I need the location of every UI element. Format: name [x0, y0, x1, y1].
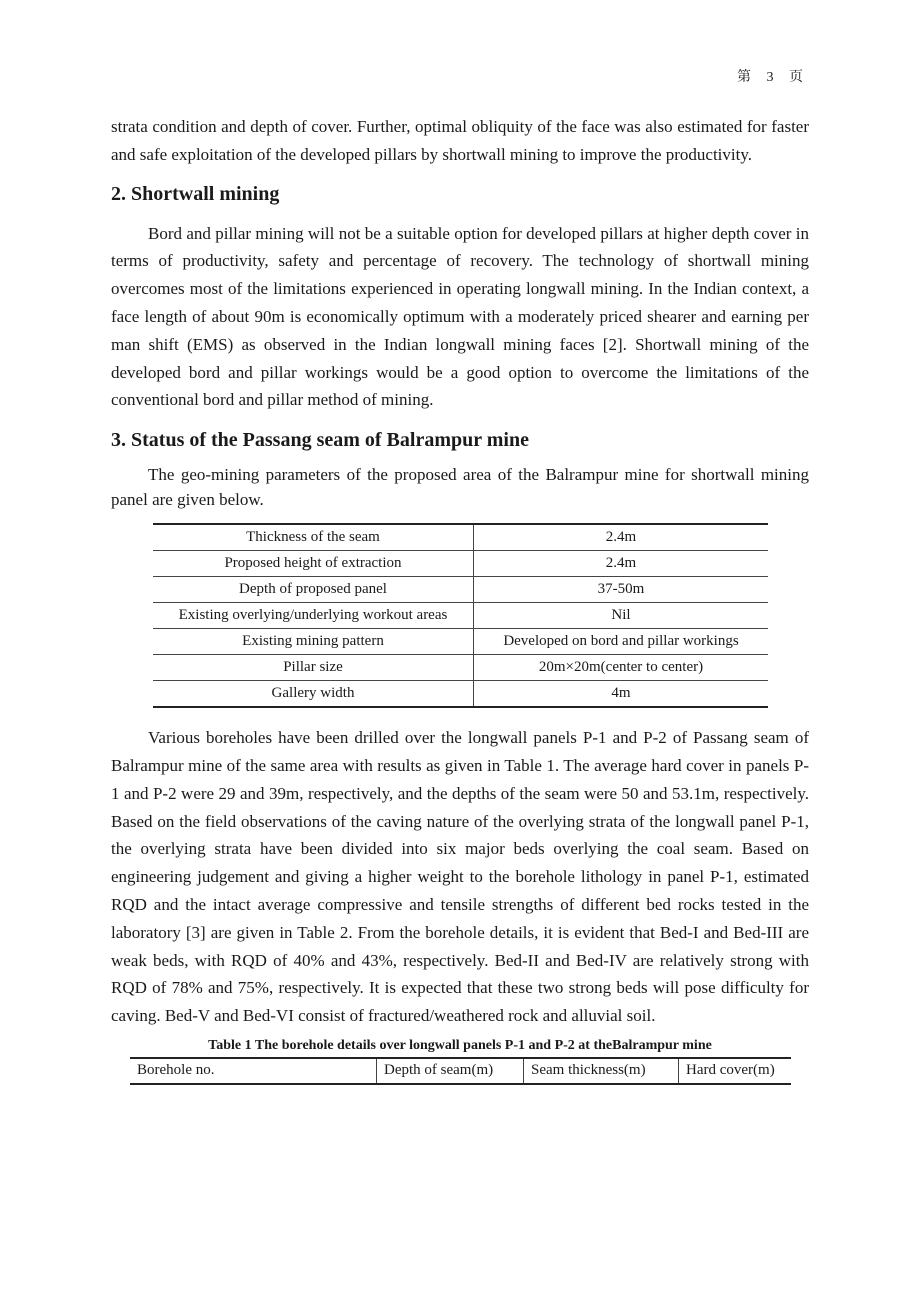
param-name: Thickness of the seam	[153, 524, 474, 551]
table-row	[153, 681, 768, 708]
param-name: Existing overlying/underlying workout areas	[153, 603, 474, 629]
table-row	[153, 524, 768, 551]
intro-paragraph: strata condition and depth of cover. Further, optimal obliquity of the face was also estimated for faster and safe exploitation of the developed pillars by shortwall mining to improve the productivity.	[111, 117, 809, 164]
param-name: Depth of proposed panel	[153, 577, 474, 603]
column-header-depth-of-seam: Depth of seam(m)	[377, 1058, 524, 1084]
param-name: Existing mining pattern	[153, 629, 474, 655]
table-1-caption: Table 1 The borehole details over longwall panels P-1 and P-2 at theBalrampur mine	[208, 1037, 712, 1053]
param-value: Developed on bord and pillar workings	[474, 629, 769, 655]
column-header-borehole-no: Borehole no.	[130, 1058, 377, 1084]
param-value: 2.4m	[474, 551, 769, 577]
param-value: 37-50m	[474, 577, 769, 603]
section-3-heading: 3. Status of the Passang seam of Balrampur mine	[111, 429, 529, 452]
table-row	[153, 551, 768, 577]
borehole-table	[130, 1057, 791, 1085]
param-value: Nil	[474, 603, 769, 629]
table-row	[153, 577, 768, 603]
section-2-heading: 2. Shortwall mining	[111, 182, 280, 205]
param-value: 20m×20m(center to center)	[474, 655, 769, 681]
geo-mining-parameters-table	[153, 523, 768, 708]
borehole-paragraph: Various boreholes have been drilled over the longwall panels P-1 and P-2 of Passang seam of Balrampur mine of the same area with results as given in Table 1. The average hard cover in panels P-1 and P-2 were 29 and 39m, respectively, and the depths of the seam were 50 and 53.1m, respectively. Based on the field observations of the caving nature of the overlying strata of the longwall panel P-1, the overlying strata have been divided into six major beds overlying the coal seam. Based on engineering judgement and giving a higher weight to the borehole lithology in panel P-1, estimated RQD and the intact average compressive and tensile strengths of different bed rocks tested in the laboratory [3] are given in Table 2. From the borehole details, it is evident that Bed-I and Bed-III are weak beds, with RQD of 40% and 43%, respectively. Bed-II and Bed-IV are relatively strong with RQD of 78% and 75%, respectively. It is expected that these two strong beds will pose difficulty for caving. Bed-V and Bed-VI consist of fractured/weathered rock and alluvial soil.	[111, 728, 809, 1026]
section-3-intro: The geo-mining parameters of the proposed area of the Balrampur mine for shortwall mining panel are given below.	[111, 465, 809, 510]
param-name: Pillar size	[153, 655, 474, 681]
section-2-paragraph: Bord and pillar mining will not be a suitable option for developed pillars at higher depth cover in terms of productivity, safety and percentage of recovery. The technology of shortwall mining overcomes most of the limitations experienced in operating longwall mining. In the Indian context, a face length of about 90m is economically optimum with a moderately priced shearer and earning per man shift (EMS) as observed in the Indian longwall mining faces [2]. Shortwall mining of the developed bord and pillar workings would be a good option to overcome the limitations of the conventional bord and pillar method of mining.	[111, 223, 809, 410]
table-row	[153, 603, 768, 629]
table-row	[153, 629, 768, 655]
column-header-seam-thickness: Seam thickness(m)	[524, 1058, 679, 1084]
table-header-row	[130, 1058, 791, 1084]
column-header-hard-cover: Hard cover(m)	[686, 1062, 775, 1079]
param-name: Gallery width	[153, 681, 474, 708]
param-value: 2.4m	[605, 529, 637, 546]
param-value: 4m	[474, 681, 769, 708]
param-name: Proposed height of extraction	[153, 551, 474, 577]
table-row	[153, 655, 768, 681]
page-number: 第 3 页	[737, 70, 809, 85]
document-body	[111, 113, 809, 1085]
